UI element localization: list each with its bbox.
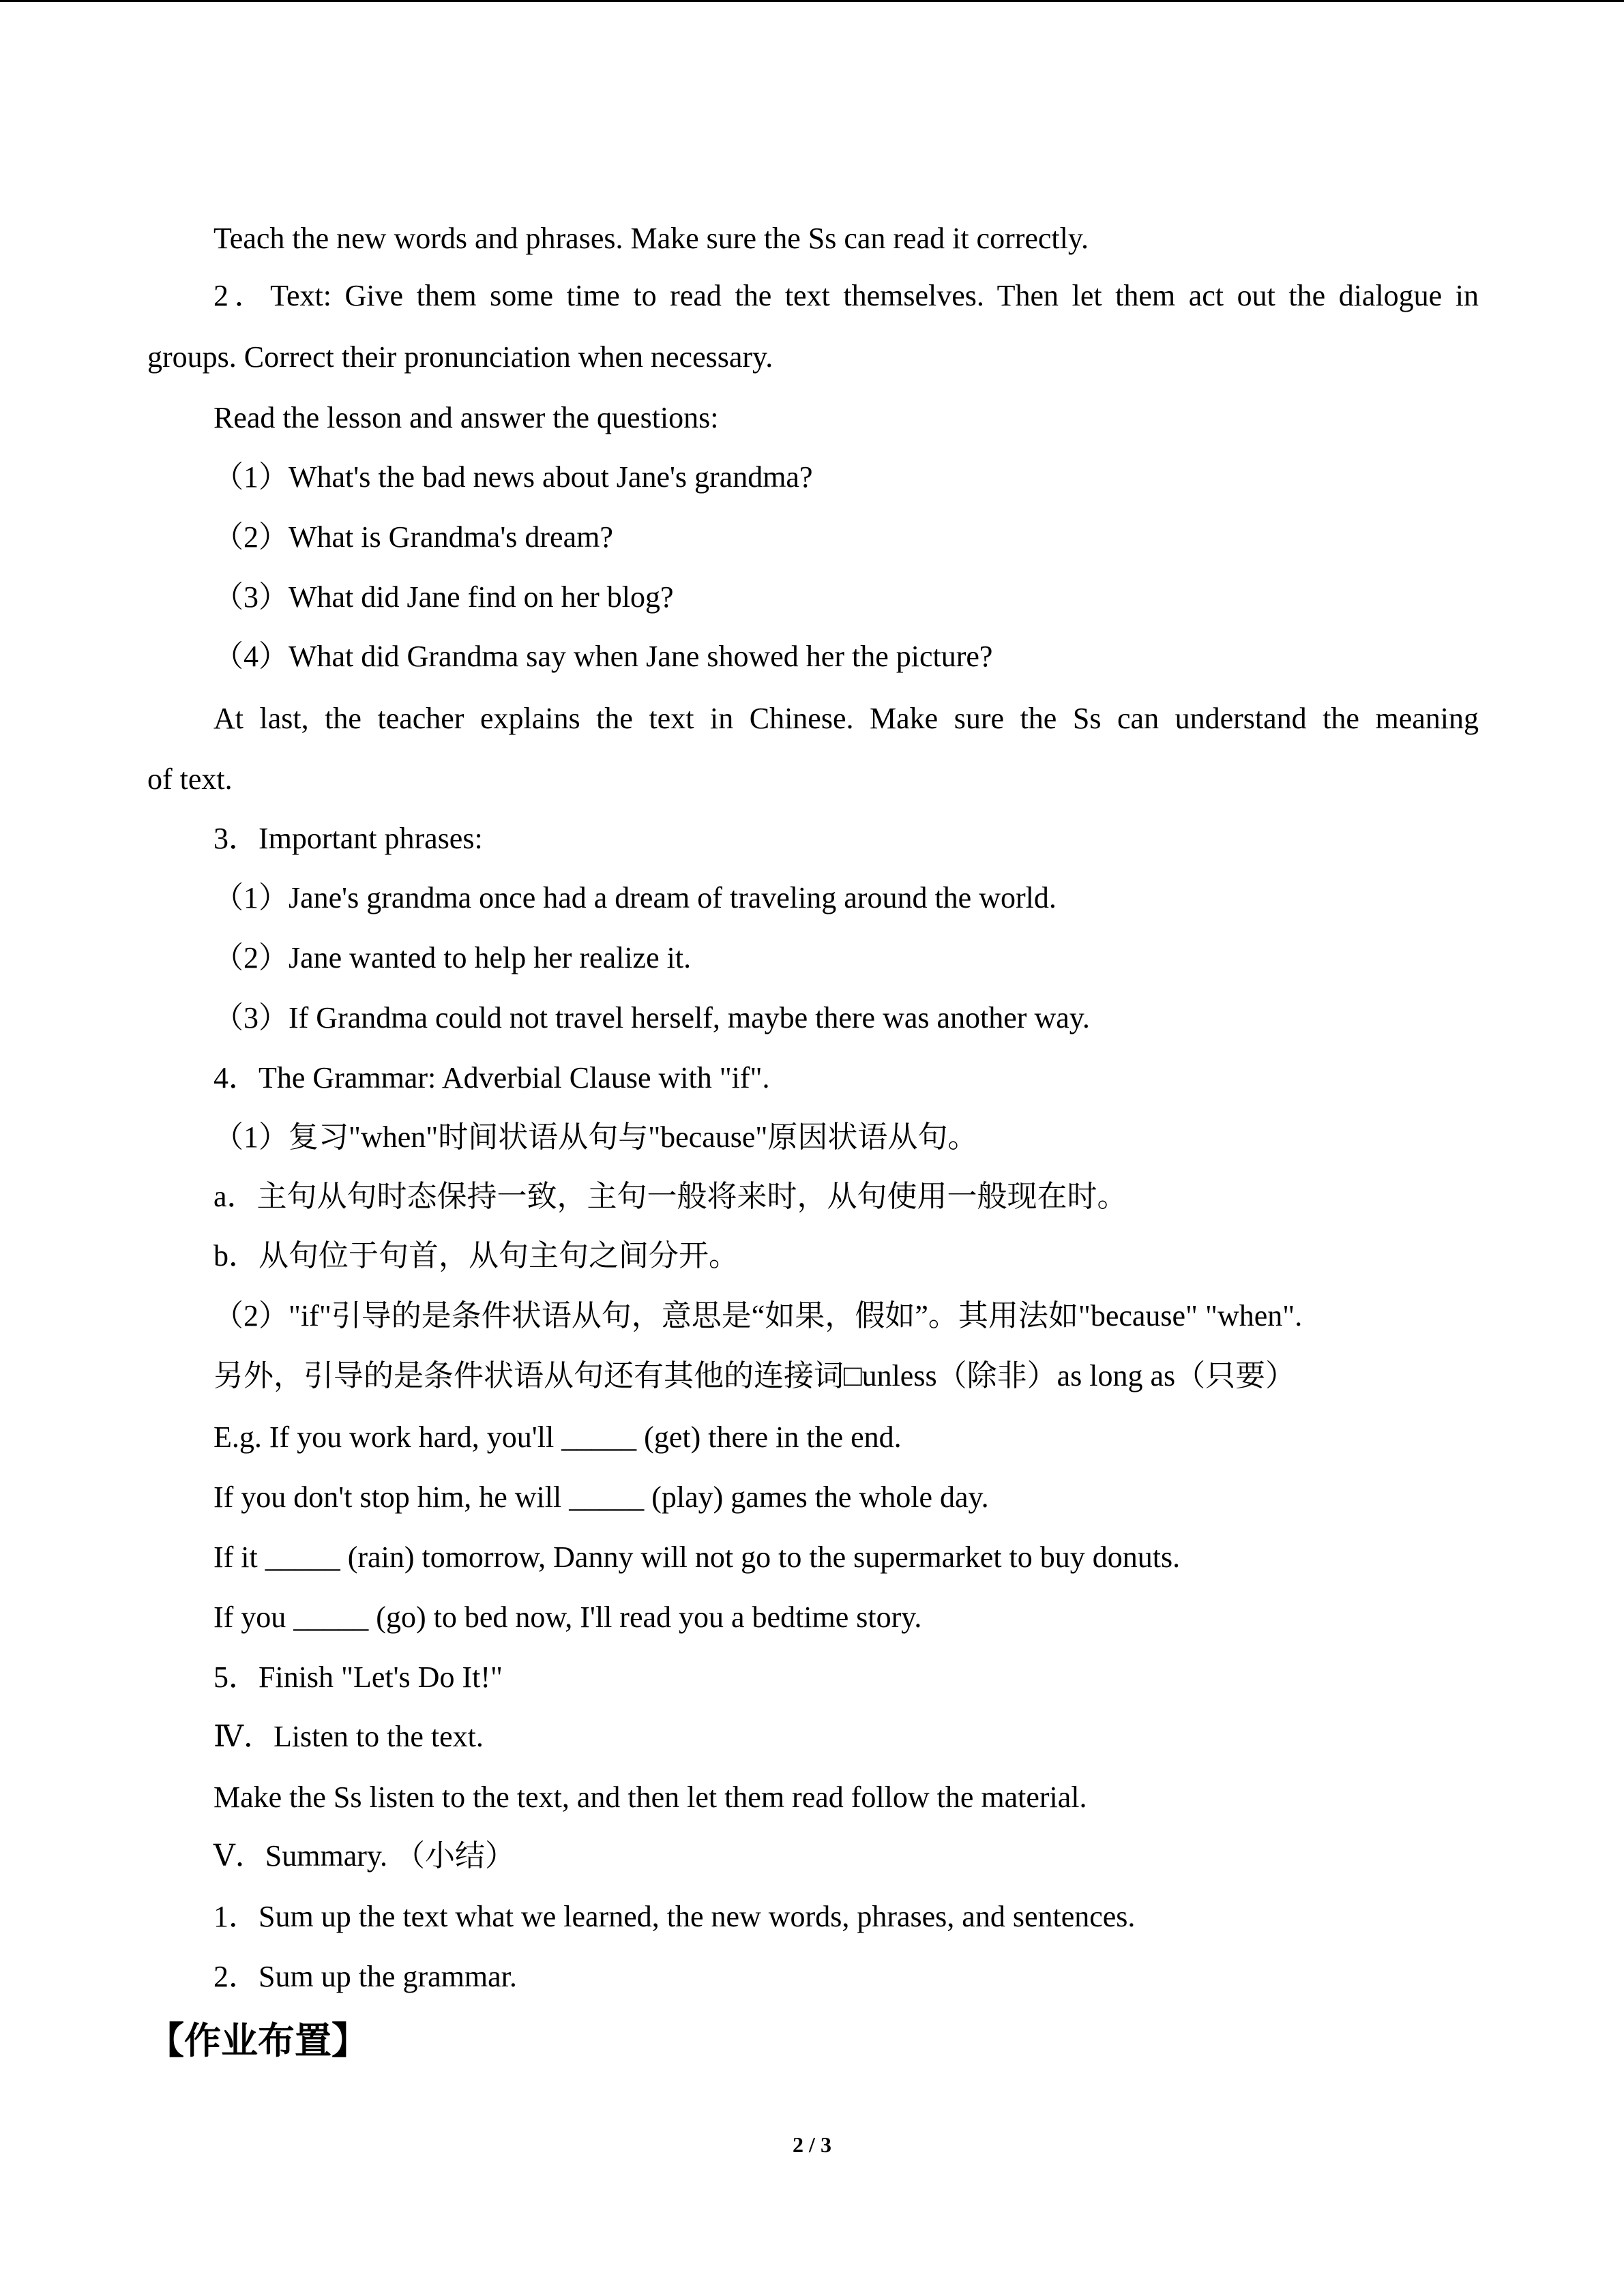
section-item: 5．Finish "Let's Do It!" [213,1660,503,1694]
section-item: Ⅳ．Listen to the text. [213,1720,484,1753]
example-sentence: If you _____ (go) to bed now, I'll read you a bedtime story. [213,1600,922,1634]
example-sentence: If it _____ (rain) tomorrow, Danny will not go to the supermarket to buy donuts. [213,1540,1181,1574]
grammar-item: a．主句从句时态保持一致，主句一般将来时，从句使用一般现在时。 [213,1180,1127,1213]
homework-heading: 【作业布置】 [147,2019,368,2062]
summary-item: 1．Sum up the text what we learned, the new words, phrases, and sentences. [213,1900,1136,1933]
paragraph-line: Make the Ss listen to the text, and then let them read follow the material. [213,1780,1087,1814]
phrase-item: （2）Jane wanted to help her realize it. [213,941,692,974]
section-item: Ⅴ．Summary. （小结） [213,1839,516,1873]
paragraph-line: Teach the new words and phrases. Make sure the Ss can read it correctly. [213,222,1089,255]
paragraph-line: groups. Correct their pronunciation when necessary. [147,340,773,374]
paragraph-line: 2．Text: Give them some time to read the text themselves. Then let them act out the dialogue in [213,279,1479,312]
example-sentence: E.g. If you work hard, you'll _____ (get) there in the end. [213,1420,902,1454]
paragraph-line: Read the lesson and answer the questions: [213,401,719,434]
phrase-item: （1）Jane's grandma once had a dream of traveling around the world. [213,881,1057,914]
summary-item: 2．Sum up the grammar. [213,1960,517,1993]
paragraph-line: At last, the teacher explains the text in Chinese. Make sure the Ss can understand the meaning [213,702,1479,735]
question-item: （1）What's the bad news about Jane's grandma? [213,460,813,494]
question-item: （2）What is Grandma's dream? [213,520,613,554]
page-number: 2 / 3 [793,2132,831,2157]
section-item: 3．Important phrases: [213,822,483,855]
phrase-item: （3）If Grandma could not travel herself, maybe there was another way. [213,1001,1090,1034]
grammar-item: （1）复习"when"时间状语从句与"because"原因状语从句。 [213,1120,978,1154]
paragraph-line: of text. [147,762,233,796]
grammar-item: b．从句位于句首，从句主句之间分开。 [213,1239,739,1272]
grammar-item: 另外，引导的是条件状语从句还有其他的连接词□unless（除非）as long as（只要） [213,1359,1296,1392]
section-item: 4．The Grammar: Adverbial Clause with "if". [213,1061,770,1094]
example-sentence: If you don't stop him, he will _____ (play) games the whole day. [213,1480,989,1514]
question-item: （3）What did Jane find on her blog? [213,580,674,614]
grammar-item: （2）"if"引导的是条件状语从句，意思是“如果，假如”。其用法如"because" "when". [213,1299,1303,1332]
question-item: （4）What did Grandma say when Jane showed her the picture? [213,640,993,673]
